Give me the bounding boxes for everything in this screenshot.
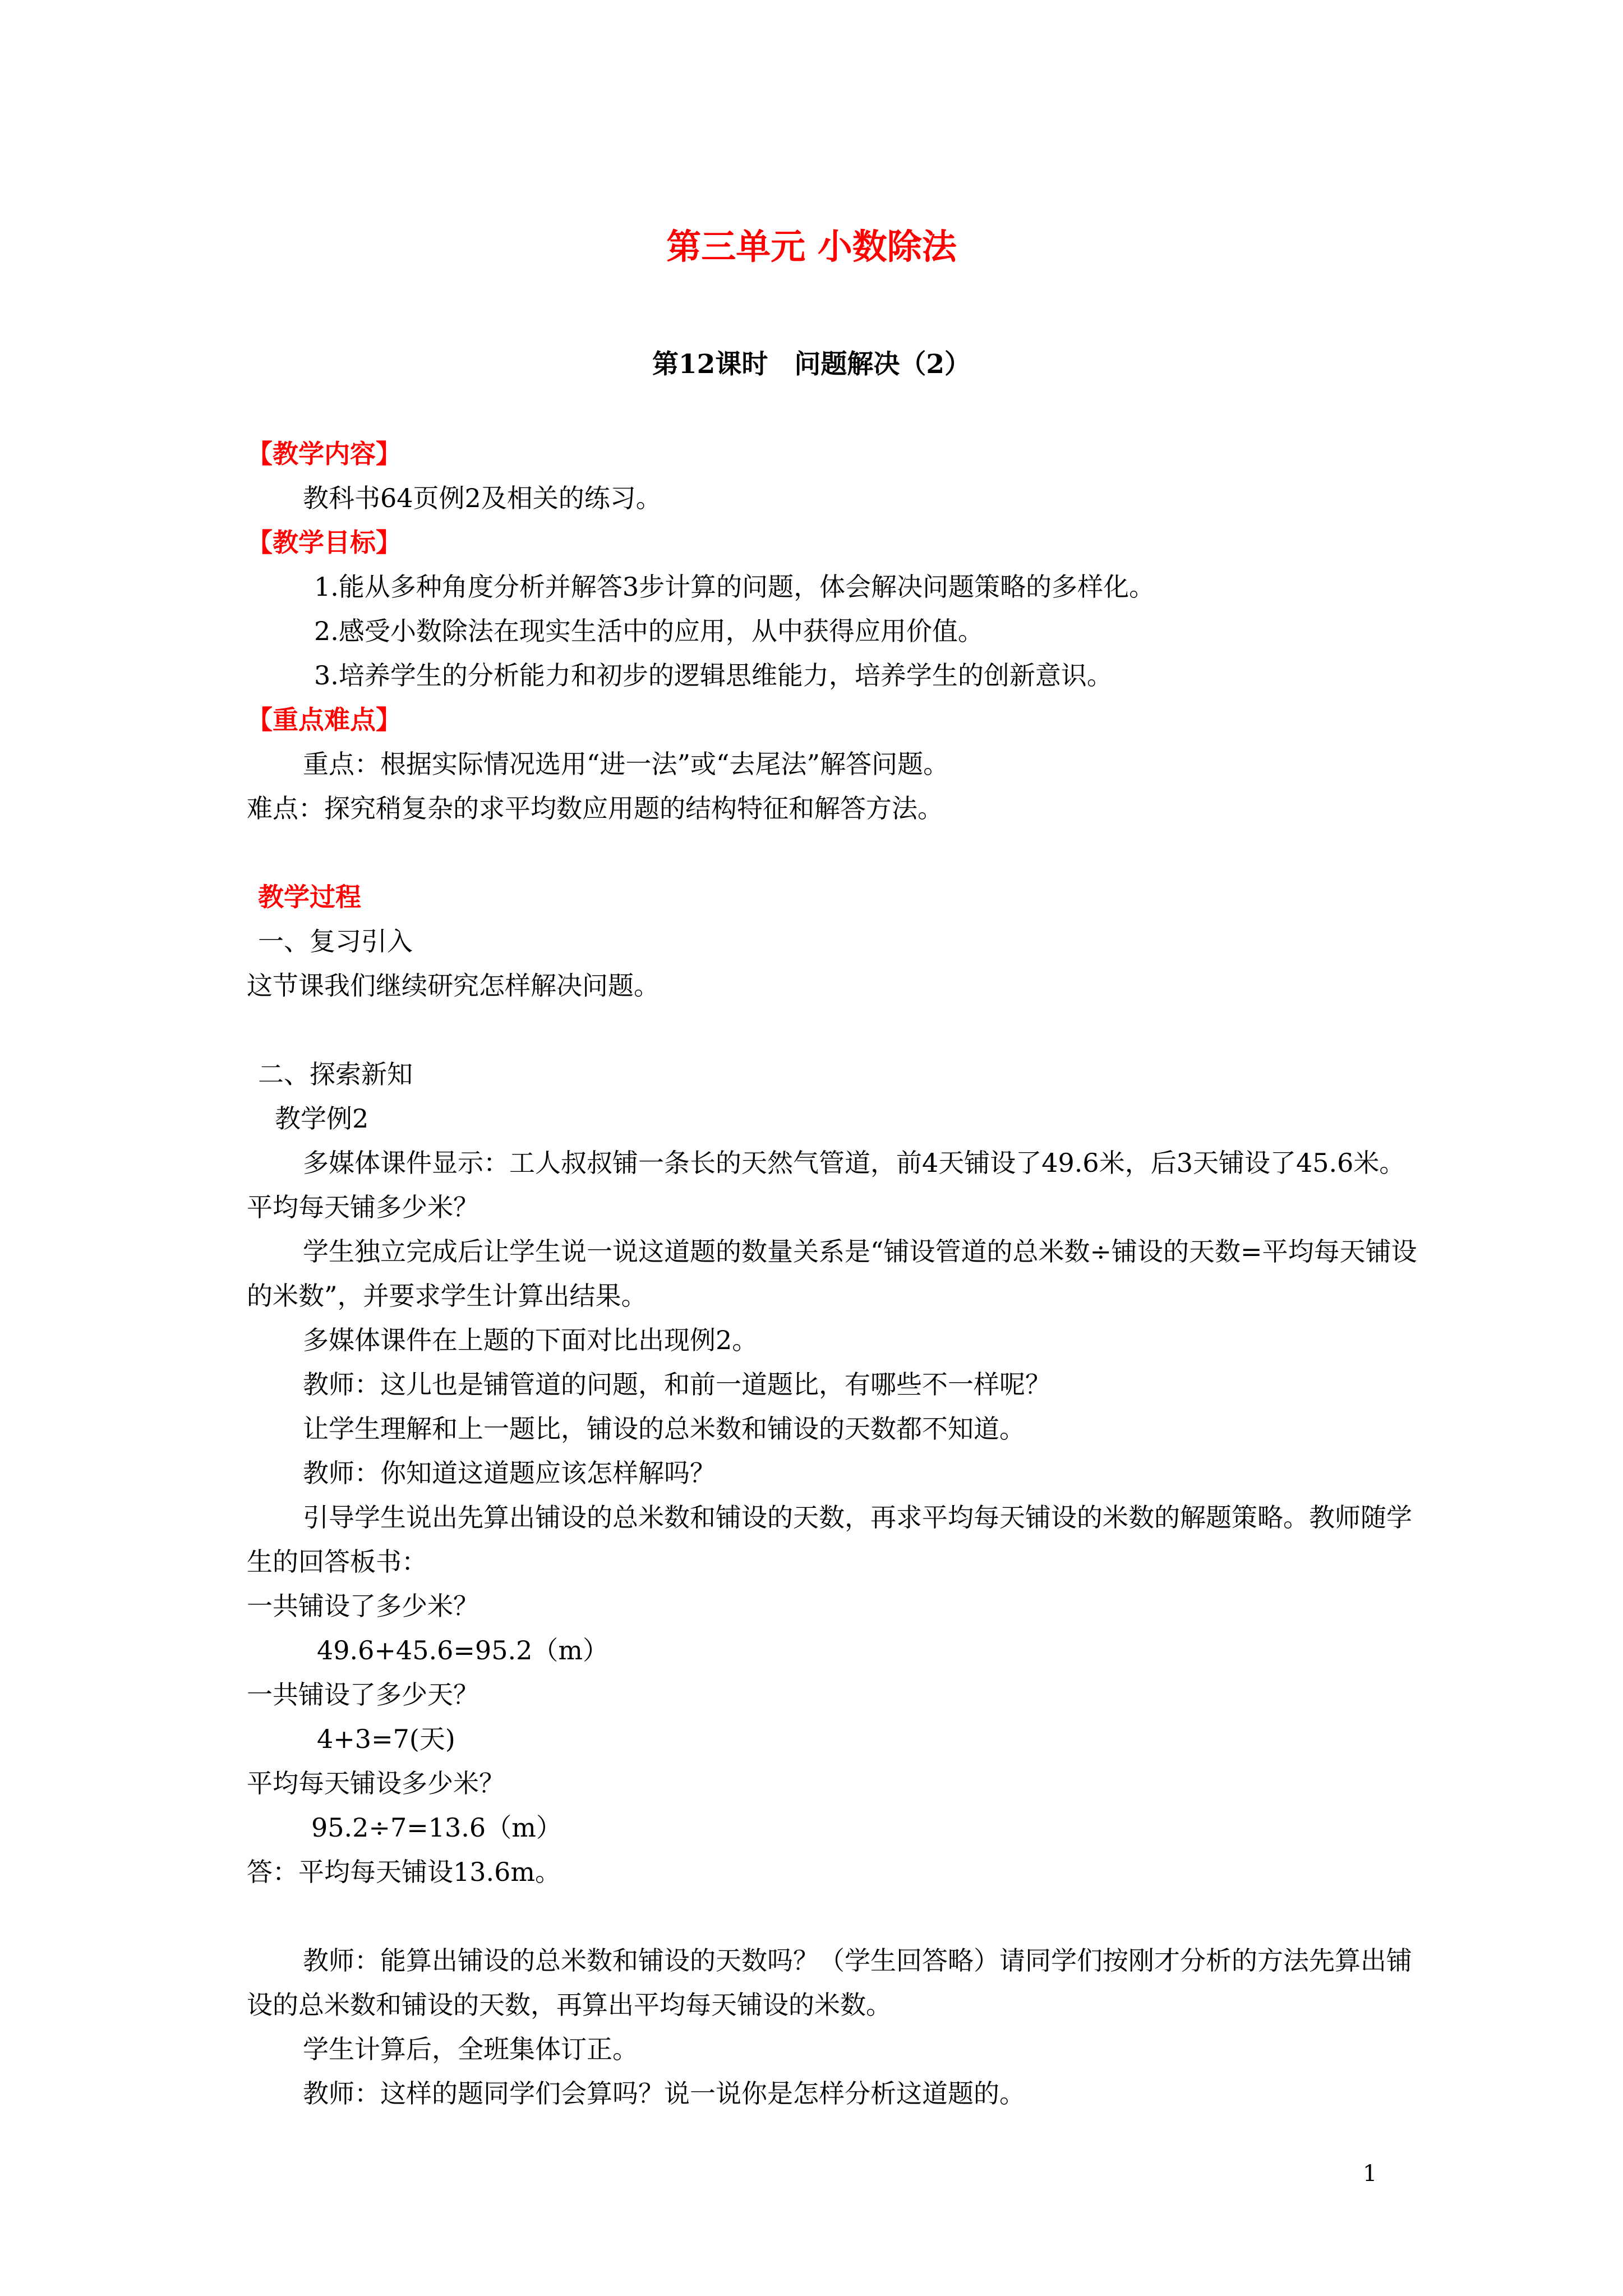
spacer bbox=[247, 831, 1430, 875]
question-total-days: 一共铺设了多少天？ bbox=[247, 1680, 479, 1710]
document-body bbox=[247, 432, 1430, 2116]
paragraph: 多媒体课件在上题的下面对比出现例2。 bbox=[303, 1325, 758, 1355]
key-points-heading: 【重点难点】 bbox=[247, 705, 402, 735]
key-point-text: 重点：根据实际情况选用“进一法”或“去尾法”解答问题。 bbox=[303, 749, 949, 779]
paragraph: 让学生理解和上一题比，铺设的总米数和铺设的天数都不知道。 bbox=[303, 1414, 1025, 1444]
question-total-meters: 一共铺设了多少米？ bbox=[247, 1591, 479, 1621]
goal-item-2: 2.感受小数除法在现实生活中的应用，从中获得应用价值。 bbox=[314, 616, 984, 646]
page-number: 1 bbox=[1363, 2161, 1377, 2187]
content-text: 教科书64页例2及相关的练习。 bbox=[303, 483, 662, 513]
question-average: 平均每天铺设多少米？ bbox=[247, 1768, 505, 1798]
spacer bbox=[247, 1008, 1430, 1052]
paragraph: 多媒体课件显示：工人叔叔铺一条长的天然气管道，前4天铺设了49.6米，后3天铺设了45.6米。平均每天铺多少米？ bbox=[247, 1148, 1405, 1222]
answer-line: 答：平均每天铺设13.6m。 bbox=[247, 1857, 561, 1887]
paragraph: 学生计算后，全班集体订正。 bbox=[303, 2034, 638, 2064]
equation-average: 95.2÷7=13.6（m） bbox=[311, 1812, 562, 1843]
part1-text: 这节课我们继续研究怎样解决问题。 bbox=[247, 970, 660, 1001]
paragraph: 学生独立完成后让学生说一说这道题的数量关系是“铺设管道的总米数÷铺设的天数=平均每天铺设的米数”，并要求学生计算出结果。 bbox=[247, 1236, 1417, 1311]
spacer bbox=[247, 1894, 1430, 1939]
paragraph: 教师：这样的题同学们会算吗？说一说你是怎样分析这道题的。 bbox=[303, 2078, 1025, 2109]
paragraph: 教师：能算出铺设的总米数和铺设的天数吗？（学生回答略）请同学们按刚才分析的方法先算出铺设的总米数和铺设的天数，再算出平均每天铺设的米数。 bbox=[247, 1945, 1412, 2020]
goal-item-1: 1.能从多种角度分析并解答3步计算的问题，体会解决问题策略的多样化。 bbox=[314, 572, 1155, 602]
paragraph: 教师：这儿也是铺管道的问题，和前一道题比，有哪些不一样呢？ bbox=[303, 1369, 1051, 1400]
equation-total-days: 4+3=7(天) bbox=[317, 1724, 455, 1754]
goals-heading: 【教学目标】 bbox=[247, 527, 402, 558]
process-heading: 教学过程 bbox=[258, 882, 361, 912]
equation-total-meters: 49.6+45.6=95.2（m） bbox=[317, 1635, 608, 1665]
unit-title: 第三单元 小数除法 bbox=[666, 226, 957, 267]
part2-heading: 二、探索新知 bbox=[258, 1059, 413, 1089]
paragraph: 教师：你知道这道题应该怎样解吗？ bbox=[303, 1458, 716, 1488]
content-heading: 【教学内容】 bbox=[247, 439, 402, 469]
paragraph: 引导学生说出先算出铺设的总米数和铺设的天数，再求平均每天铺设的米数的解题策略。教师随学生的回答板书： bbox=[247, 1502, 1412, 1577]
lesson-subtitle: 第12课时 问题解决（2） bbox=[652, 349, 971, 380]
goal-item-3: 3.培养学生的分析能力和初步的逻辑思维能力，培养学生的创新意识。 bbox=[314, 660, 1113, 691]
part1-heading: 一、复习引入 bbox=[258, 926, 413, 956]
example-label: 教学例2 bbox=[275, 1103, 369, 1134]
difficult-point-text: 难点：探究稍复杂的求平均数应用题的结构特征和解答方法。 bbox=[247, 793, 943, 823]
